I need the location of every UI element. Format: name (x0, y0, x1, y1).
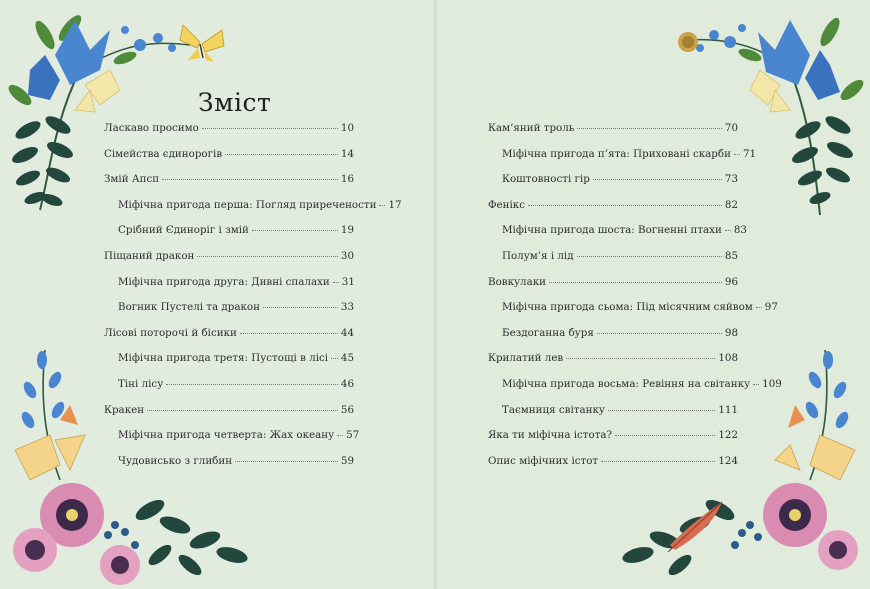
toc-entry-title: Міфічна пригода п’ята: Приховані скарби (502, 147, 731, 160)
toc-entry-title: Міфічна пригода четверта: Жах океану (118, 429, 335, 442)
toc-entry-page: 45 (340, 352, 354, 365)
toc-entry-title: Тіні лісу (118, 377, 164, 390)
toc-entry-page: 96 (724, 275, 738, 288)
toc-entry-title: Міфічна пригода восьма: Ревіння на світанку (502, 377, 751, 390)
toc-entry[interactable] (104, 198, 402, 225)
toc-entry[interactable] (488, 301, 778, 327)
toc-left-column (104, 122, 402, 480)
dot-leader (225, 153, 338, 155)
toc-entry-page: 122 (718, 429, 738, 442)
toc-entry-title: Яка ти міфічна істота? (488, 429, 613, 442)
toc-entry-page: 33 (340, 301, 354, 314)
toc-entry[interactable] (104, 378, 354, 404)
toc-entry-title: Кам’яний троль (488, 122, 575, 134)
dot-leader (725, 229, 731, 231)
dot-leader (615, 434, 715, 436)
dot-leader (147, 409, 338, 411)
dot-leader (549, 281, 722, 283)
dot-leader (240, 332, 338, 334)
toc-entry-page: 85 (724, 249, 738, 262)
dot-leader (577, 255, 722, 257)
dot-leader (756, 306, 762, 308)
toc-entry-title: Фенікс (488, 198, 525, 211)
toc-entry[interactable] (104, 148, 354, 174)
toc-entry-page: 71 (742, 147, 757, 160)
toc-entry-title: Таємниця світанку (502, 403, 605, 416)
dot-leader (202, 127, 338, 129)
page-title: Зміст (198, 88, 272, 117)
dot-leader (528, 204, 722, 206)
dot-leader (734, 153, 740, 155)
toc-entry[interactable] (104, 404, 354, 430)
toc-entry[interactable] (104, 352, 354, 378)
toc-entry[interactable] (488, 327, 738, 353)
dot-leader (235, 460, 338, 462)
dot-leader (379, 204, 385, 206)
toc-entry-page: 16 (340, 173, 354, 186)
toc-entry-title: Крилатий лев (488, 352, 564, 365)
toc-entry-page: 31 (341, 275, 355, 288)
toc-entry[interactable] (488, 429, 738, 455)
toc-entry-title: Міфічна пригода третя: Пустощі в лісі (118, 352, 329, 365)
toc-entry-title: Змій Апсп (104, 173, 160, 186)
toc-entry[interactable] (488, 199, 738, 225)
toc-entry[interactable] (488, 147, 757, 174)
toc-entry[interactable] (104, 429, 360, 455)
dot-leader (337, 434, 343, 436)
toc-entry-page: 14 (340, 147, 354, 160)
toc-entry-page: 59 (340, 454, 354, 467)
toc-entry-page: 30 (340, 249, 354, 262)
toc-entry[interactable] (488, 377, 782, 404)
toc-entry-title: Міфічна пригода перша: Погляд приречености (118, 198, 377, 211)
toc-entry-title: Міфічна пригода сьома: Під місячним сяйвом (502, 301, 753, 314)
dot-leader (577, 127, 722, 129)
toc-entry-page: 57 (346, 429, 360, 442)
toc-entry-title: Сімейства єдинорогів (104, 147, 223, 160)
toc-entry-page: 46 (340, 377, 354, 390)
toc-entry[interactable] (488, 455, 738, 481)
toc-entry-page: 83 (733, 224, 747, 237)
toc-entry-page: 124 (718, 454, 738, 467)
toc-entry-title: Вовкулаки (488, 275, 547, 288)
dot-leader (263, 306, 338, 308)
toc-entry-page: 109 (762, 377, 782, 390)
dot-leader (753, 383, 759, 385)
toc-entry[interactable] (104, 276, 354, 302)
toc-entry-title: Чудовисько з глибин (118, 454, 233, 467)
dot-leader (597, 332, 722, 334)
toc-entry[interactable] (104, 250, 354, 276)
dot-leader (252, 229, 338, 231)
toc-entry-page: 98 (724, 326, 738, 339)
dot-leader (166, 383, 338, 385)
toc-entry[interactable] (488, 276, 738, 302)
toc-entry-title: Міфічна пригода шоста: Вогненні птахи (502, 224, 722, 237)
toc-entry-page: 82 (724, 198, 738, 211)
toc-entry-page: 17 (388, 198, 402, 211)
butterfly-icon (180, 25, 224, 62)
toc-entry-title: Вогник Пустелі та дракон (118, 301, 260, 314)
dot-leader (593, 178, 722, 180)
toc-entry-title: Бездоганна буря (502, 326, 594, 339)
dot-leader (333, 281, 339, 283)
dot-leader (601, 460, 715, 462)
book-spine (433, 0, 437, 589)
toc-entry-page: 10 (340, 122, 354, 134)
toc-entry-title: Срібний Єдиноріг і змій (118, 224, 249, 237)
toc-entry-page: 73 (724, 173, 738, 186)
toc-entry-title: Міфічна пригода друга: Дивні спалахи (118, 275, 330, 288)
toc-entry[interactable] (488, 122, 738, 148)
toc-entry-page: 70 (724, 122, 738, 134)
toc-entry[interactable] (104, 173, 354, 199)
toc-entry-page: 19 (340, 224, 354, 237)
toc-entry-title: Коштовності гір (502, 173, 590, 186)
toc-entry-page: 44 (340, 326, 354, 339)
toc-entry-title: Кракен (104, 403, 145, 416)
toc-entry[interactable] (488, 404, 738, 430)
toc-entry-page: 111 (718, 403, 738, 416)
toc-entry-title: Ласкаво просимо (104, 122, 199, 134)
toc-entry[interactable] (104, 327, 354, 353)
toc-entry-title: Лісові поторочі й бісики (104, 326, 237, 339)
toc-entry[interactable] (104, 455, 354, 481)
toc-entry-page: 97 (764, 301, 778, 314)
dot-leader (608, 409, 715, 411)
toc-entry[interactable] (488, 173, 738, 199)
toc-entry-title: Піщаний дракон (104, 249, 195, 262)
feather-icon (668, 502, 722, 552)
toc-entry[interactable] (104, 122, 354, 148)
dot-leader (197, 255, 337, 257)
dot-leader (331, 357, 338, 359)
toc-entry-title: Полум’я і лід (502, 249, 574, 262)
toc-entry-page: 56 (340, 403, 354, 416)
toc-entry[interactable] (104, 224, 354, 250)
dot-leader (566, 357, 715, 359)
toc-right-column (488, 122, 782, 480)
toc-entry-title: Опис міфічних істот (488, 454, 599, 467)
toc-entry[interactable] (488, 250, 738, 276)
toc-entry[interactable] (104, 301, 354, 327)
toc-entry[interactable] (488, 224, 747, 250)
toc-entry[interactable] (488, 352, 738, 378)
toc-entry-page: 108 (718, 352, 738, 365)
dot-leader (162, 178, 338, 180)
